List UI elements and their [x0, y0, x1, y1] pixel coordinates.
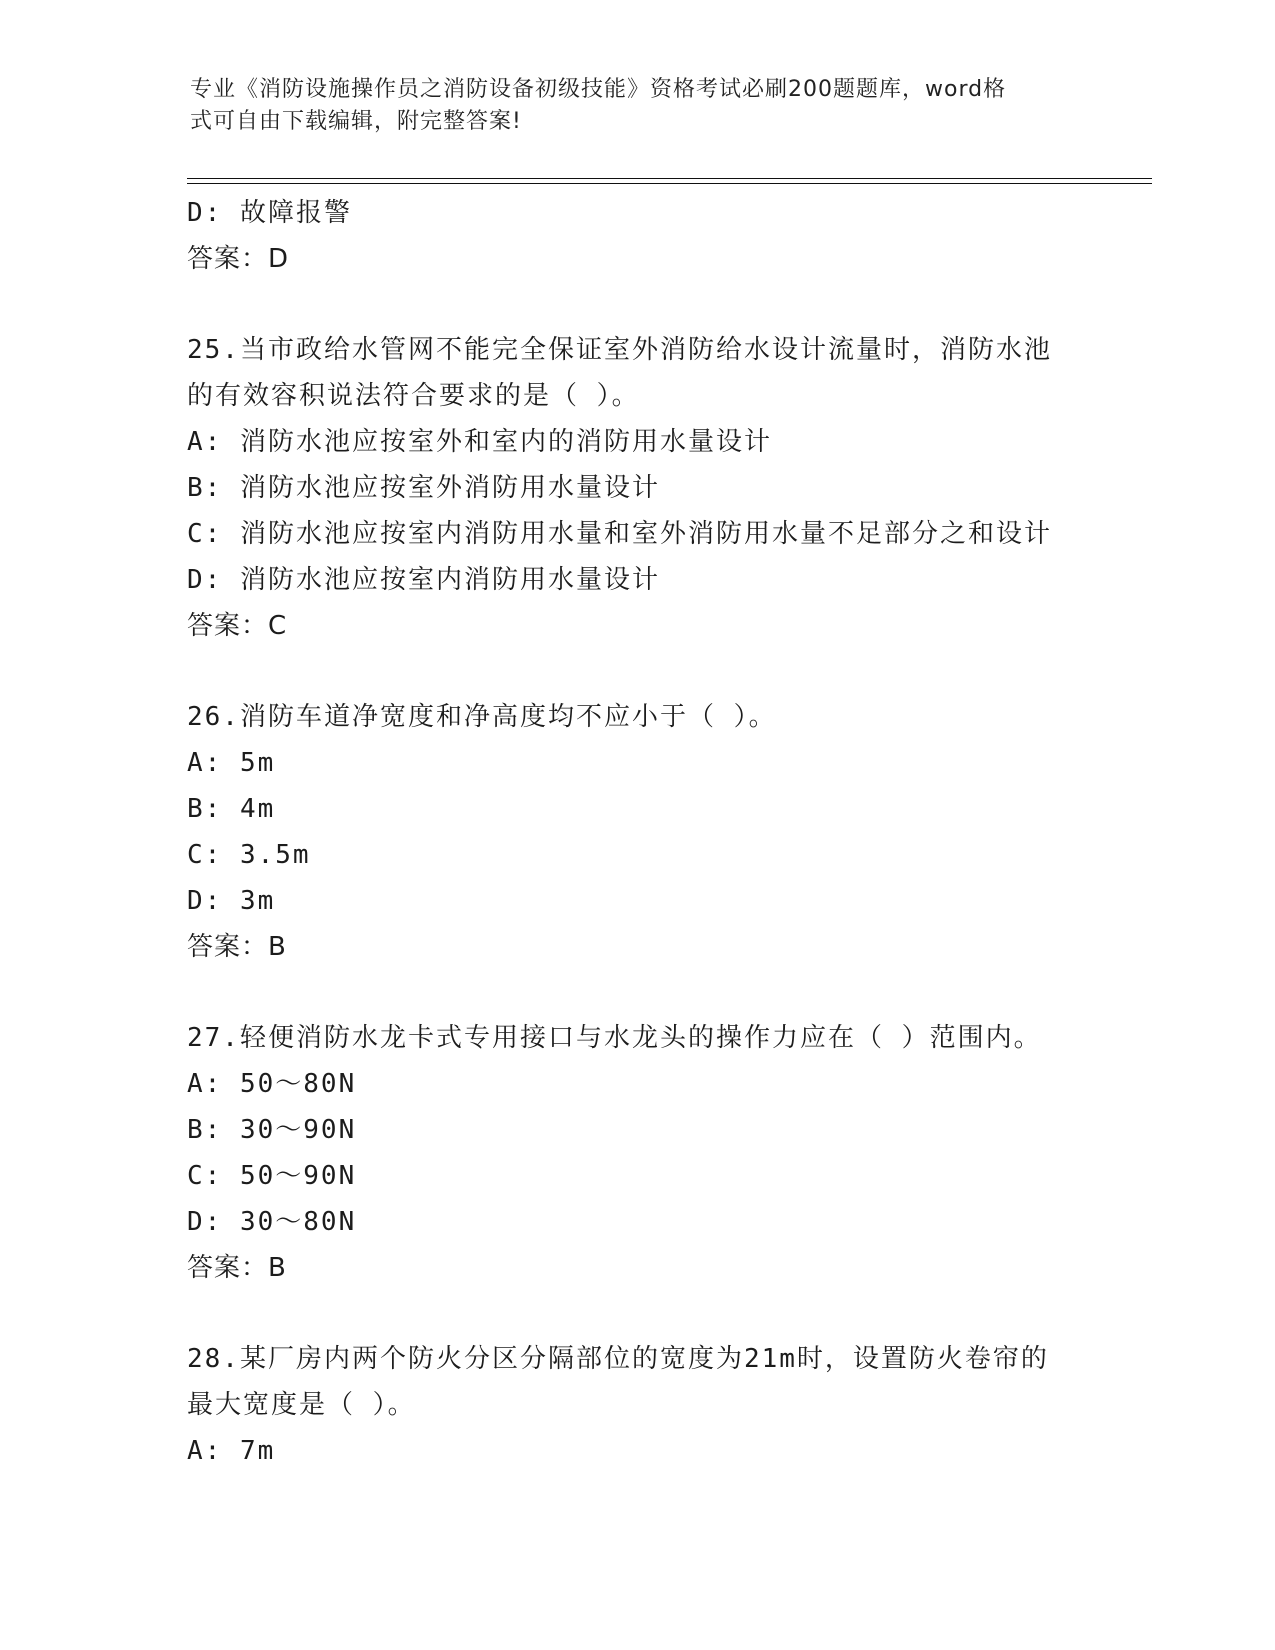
question-content — [187, 190, 1087, 1474]
header-divider-top — [187, 178, 1152, 179]
q28-stem-line-2: 最大宽度是（ ）。 — [187, 1390, 416, 1420]
spacer — [187, 649, 1087, 694]
q25-option-a: A: 消防水池应按室外和室内的消防用水量设计 — [187, 427, 772, 457]
q27-answer: 答案：B — [187, 1253, 287, 1283]
spacer — [187, 282, 1087, 327]
q27-option-d: D: 30～80N — [187, 1207, 357, 1237]
header-line-2: 式可自由下载编辑，附完整答案! — [190, 109, 522, 134]
q25-option-c: C: 消防水池应按室内消防用水量和室外消防用水量不足部分之和设计 — [187, 519, 1052, 549]
spacer — [187, 1291, 1087, 1336]
q26-option-a: A: 5m — [187, 748, 276, 778]
q25-stem-line-1: 25.当市政给水管网不能完全保证室外消防给水设计流量时，消防水池 — [187, 335, 1052, 365]
q25-answer: 答案：C — [187, 611, 288, 641]
q26-answer: 答案：B — [187, 932, 287, 962]
q26-option-c: C: 3.5m — [187, 840, 311, 870]
q25-stem-line-2: 的有效容积说法符合要求的是（ ）。 — [187, 381, 640, 411]
q27-option-a: A: 50～80N — [187, 1069, 357, 1099]
q25-option-d: D: 消防水池应按室内消防用水量设计 — [187, 565, 660, 595]
q26-stem-line-1: 26.消防车道净宽度和净高度均不应小于（ ）。 — [187, 702, 777, 732]
spacer — [187, 970, 1087, 1015]
q27-option-b: B: 30～90N — [187, 1115, 357, 1145]
q25-option-b: B: 消防水池应按室外消防用水量设计 — [187, 473, 660, 503]
q28-option-a: A: 7m — [187, 1436, 276, 1466]
header-line-1: 专业《消防设施操作员之消防设备初级技能》资格考试必刷200题题库，word格 — [190, 77, 1007, 102]
q26-option-b: B: 4m — [187, 794, 276, 824]
header-divider-bottom — [187, 183, 1152, 184]
q27-option-c: C: 50～90N — [187, 1161, 357, 1191]
prev-option-d: D: 故障报警 — [187, 198, 352, 228]
q26-option-d: D: 3m — [187, 886, 276, 916]
q28-stem-line-1: 28.某厂房内两个防火分区分隔部位的宽度为21m时，设置防火卷帘的 — [187, 1344, 1049, 1374]
q27-stem-line-1: 27.轻便消防水龙卡式专用接口与水龙头的操作力应在（ ）范围内。 — [187, 1023, 1042, 1053]
document-header — [190, 74, 1070, 138]
prev-answer: 答案：D — [187, 244, 290, 274]
